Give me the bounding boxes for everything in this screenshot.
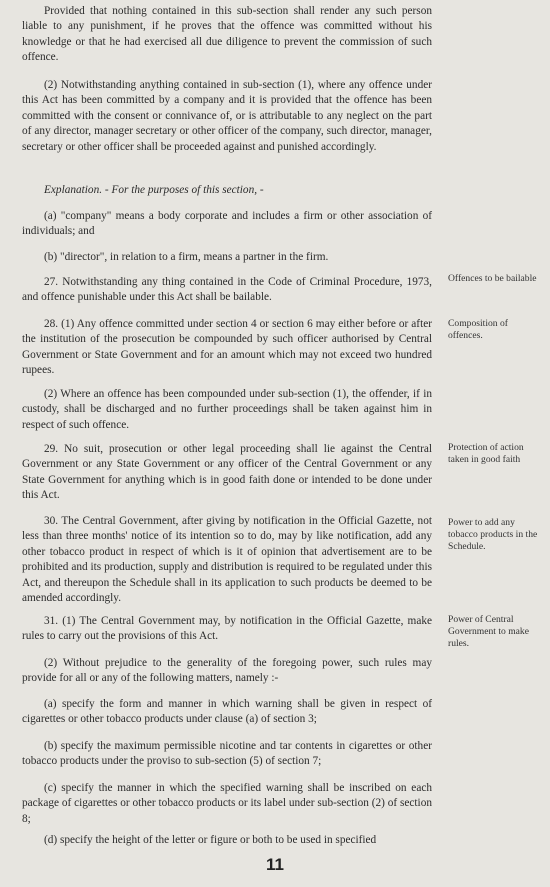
paragraph-section-28-1: 28. (1) Any offence committed under section 4 or section 6 may either before or after the institution of the prosecution be compounded by such officer authorised by Central Government or State Government and for an amount which may not exceed two hundred rupees. [22,318,432,377]
paragraph-26-2: (2) Notwithstanding anything contained in sub-section (1), where any offence under this Act has been committed by a company and it is provided that the offence has been committed with the consent or connivance of, or is attributable to any neglect on the part of any director, manager secretary or other officer of the company, such director, manager, secretary or other officer shall be proceeded against and punished accordingly. [22,79,432,153]
paragraph-explanation: Explanation. - For the purposes of this section, - [44,184,264,196]
page-number: 11 [266,855,284,874]
paragraph-proviso: Provided that nothing contained in this sub-section shall render any such person liable to any punishment, if he proves that the offence was committed without his knowledge or that he had exercised all due diligence to prevent the commission of such offence. [22,5,432,64]
paragraph-section-27: 27. Notwithstanding any thing contained in the Code of Criminal Procedure, 1973, and offence punishable under this Act shall be bailable. [22,276,432,304]
margin-note-power-add: Power to add any tobacco products in the Schedule. [448,517,538,553]
paragraph-section-30: 30. The Central Government, after giving by notification in the Official Gazette, not less than three months' notice of its intention so to do, may by like notification, add any other tobacco product in respect of which is it of opinion that advertisement are to be prohibited and its production, supply and distribution is required to be regulated under this Act, and thereupon the Schedule shall in its application to such products be deemed to be amended accordingly. [22,515,432,605]
paragraph-clause-c: (c) specify the manner in which the specified warning shall be inscribed on each package of cigarettes or other tobacco products or its label under sub-section (2) of section 8; [22,782,432,825]
margin-note-bailable: Offences to be bailable [448,273,537,284]
paragraph-section-29: 29. No suit, prosecution or other legal proceeding shall lie against the Central Government or any State Government or any officer of the Central Government or any State Government for anything which is in good faith done or intended to be done under this Act. [22,443,432,502]
paragraph-section-31-1: 31. (1) The Central Government may, by notification in the Official Gazette, make rules to carry out the provisions of this Act. [22,615,432,643]
margin-note-composition: Composition of offences. [448,318,508,342]
margin-note-protection: Protection of action taken in good faith [448,442,524,466]
paragraph-section-31-2: (2) Without prejudice to the generality of the foregoing power, such rules may provide for all or any of the following matters, namely :- [22,657,432,685]
paragraph-section-28-2: (2) Where an offence has been compounded under sub-section (1), the offender, if in custody, shall be discharged and no further proceedings shall be taken against him in respect of such offence. [22,388,432,431]
paragraph-clause-b: (b) specify the maximum permissible nicotine and tar contents in cigarettes or other tobacco products under the proviso to sub-section (5) of section 7; [22,740,432,768]
paragraph-clause-d: (d) specify the height of the letter or figure or both to be used in specified [44,834,377,846]
paragraph-explanation-b: (b) "director", in relation to a firm, means a partner in the firm. [44,251,329,263]
paragraph-clause-a: (a) specify the form and manner in which warning shall be given in respect of cigarettes or other tobacco products under clause (a) of section 3; [22,698,432,726]
paragraph-explanation-a: (a) "company" means a body corporate and includes a firm or other association of individuals; and [22,210,432,238]
margin-note-power-rules: Power of Central Government to make rules. [448,614,529,650]
